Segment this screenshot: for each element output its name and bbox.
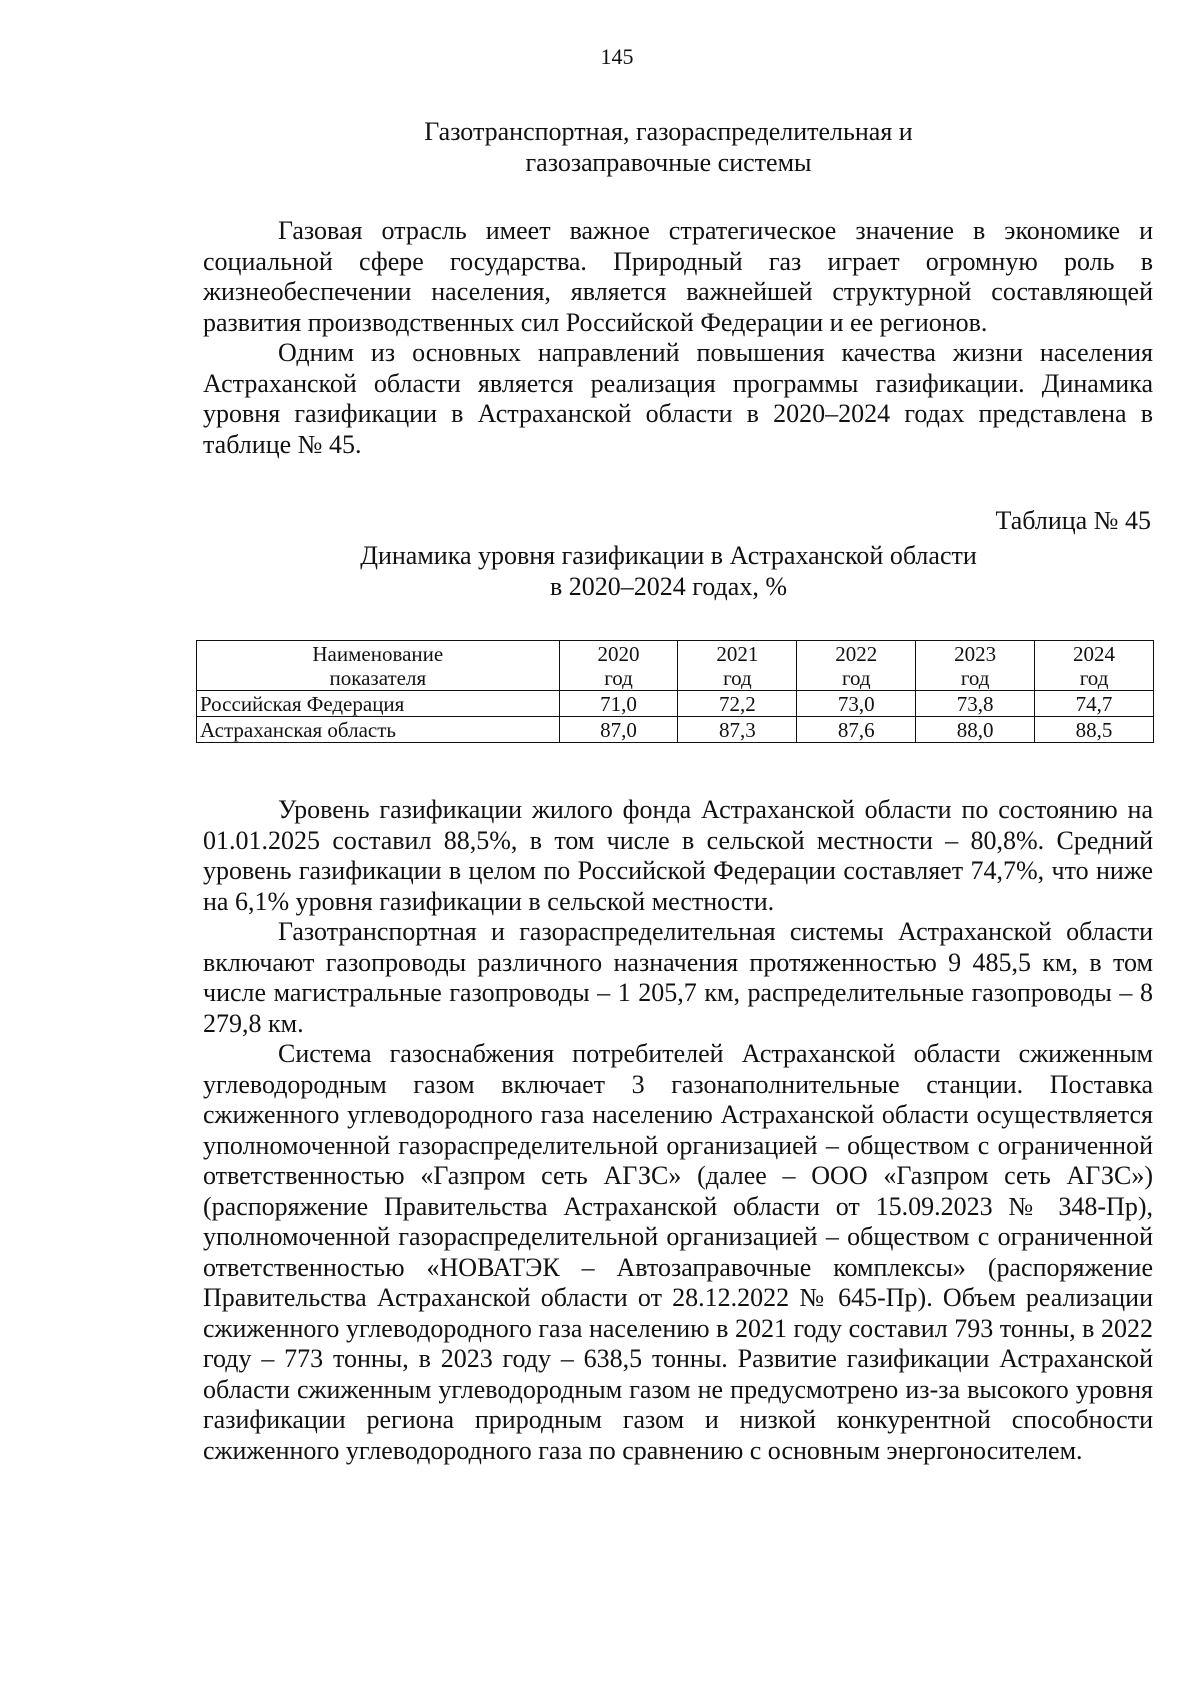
paragraph: Газотранспортная и газораспределительная системы Астраханской области включают газопроводы различного назначения протяженностью 9 485,5 км, в том числе магистральные газопроводы – 1 205,7 км, распределительные газопроводы – 8 279,8 км. [203, 917, 1153, 1038]
paragraph: Одним из основных направлений повышения качества жизни населения Астраханской области является реализация программы газификации. Динамика уровня газификации в Астраханской области в 2020–2024 годах представлена в таблице № 45. [203, 338, 1153, 459]
section-title [200, 116, 1137, 178]
paragraph: Газовая отрасль имеет важное стратегическое значение в экономике и социальной сфере государства. Природный газ играет огромную роль в жизнеобеспечении населения, является важнейшей структурной составляющей развития производственных сил Российской Федерации и ее регионов. [203, 216, 1153, 337]
table-row [197, 691, 1154, 717]
header-indicator-name [197, 641, 560, 691]
header-line: год [1079, 666, 1109, 690]
header-line: показателя [329, 666, 427, 690]
header-line: 2024 [1073, 642, 1116, 666]
header-year-2020 [559, 641, 678, 691]
section-title-line: газозаправочные системы [525, 148, 812, 177]
page-number: 145 [600, 44, 634, 69]
cell-value: 71,0 [559, 691, 678, 717]
header-line: год [604, 666, 633, 690]
cell-value: 72,2 [678, 691, 797, 717]
header-year-2023 [916, 641, 1035, 691]
table-label: Таблица № 45 [995, 506, 1151, 535]
header-line: 2021 [716, 642, 759, 666]
cell-value: 88,5 [1035, 717, 1154, 743]
header-line: 2022 [835, 642, 878, 666]
header-line: Наименование [312, 642, 444, 666]
header-line: год [960, 666, 990, 690]
row-name: Российская Федерация [197, 691, 560, 717]
cell-value: 73,0 [797, 691, 916, 717]
header-year-2022 [797, 641, 916, 691]
table-header-row [197, 641, 1154, 691]
gasification-table [196, 640, 1154, 743]
text-block-main [203, 795, 1153, 1466]
table-title-line: Динамика уровня газификации в Астраханской области [360, 541, 977, 570]
cell-value: 73,8 [916, 691, 1035, 717]
table-row [197, 717, 1154, 743]
table-title [200, 540, 1137, 602]
header-line: год [841, 666, 871, 690]
cell-value: 87,0 [559, 717, 678, 743]
cell-value: 87,6 [797, 717, 916, 743]
header-line: год [723, 666, 752, 690]
header-line: 2023 [954, 642, 997, 666]
section-title-line: Газотранспортная, газораспределительная и [424, 117, 913, 146]
header-year-2021 [678, 641, 797, 691]
cell-value: 88,0 [916, 717, 1035, 743]
row-name: Астраханская область [197, 717, 560, 743]
text-block-intro [203, 216, 1153, 460]
header-year-2024 [1035, 641, 1154, 691]
cell-value: 74,7 [1035, 691, 1154, 717]
header-line: 2020 [597, 642, 640, 666]
table-title-line: в 2020–2024 годах, % [550, 572, 787, 601]
cell-value: 87,3 [678, 717, 797, 743]
paragraph: Система газоснабжения потребителей Астраханской области сжиженным углеводородным газом включает 3 газонаполнительные станции. Поставка сжиженного углеводородного газа населению Астраханской области осуществляется уполномоченной газораспределительной организацией – обществом с ограниченной ответственностью «Газпром сеть АГЗС» (далее – ООО «Газпром сеть АГЗС») (распоряжение Правительства Астраханской области от 15.09.2023 № 348-Пр), уполномоченной газораспределительной организацией – обществом с ограниченной ответственностью «НОВАТЭК – Автозаправочные комплексы» (распоряжение Правительства Астраханской области от 28.12.2022 № 645-Пр). Объем реализации сжиженного углеводородного газа населению в 2021 году составил 793 тонны, в 2022 году – 773 тонны, в 2023 году – 638,5 тонны. Развитие газификации Астраханской области сжиженным углеводородным газом не предусмотрено из-за высокого уровня газификации региона природным газом и низкой конкурентной способности сжиженного углеводородного газа по сравнению с основным энергоносителем. [203, 1039, 1153, 1465]
paragraph: Уровень газификации жилого фонда Астраханской области по состоянию на 01.01.2025 составил 88,5%, в том числе в сельской местности – 80,8%. Средний уровень газификации в целом по Российской Федерации составляет 74,7%, что ниже на 6,1% уровня газификации в сельской местности. [203, 795, 1153, 916]
